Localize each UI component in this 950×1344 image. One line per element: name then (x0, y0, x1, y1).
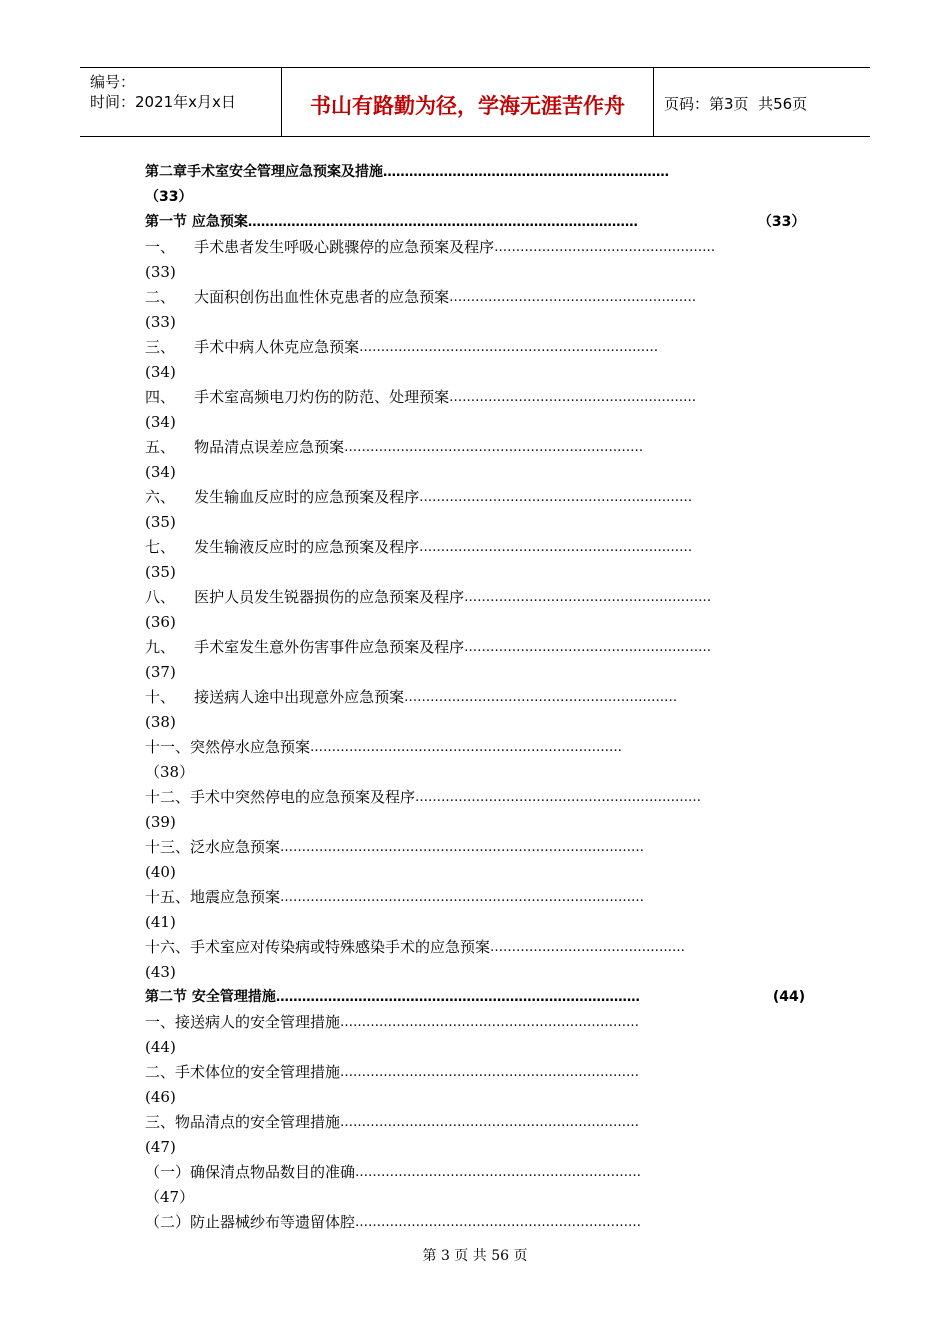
toc-entry-title: 四、 手术室高频电刀灼伤的防范、处理预案 (145, 388, 450, 406)
toc-entry (145, 785, 810, 835)
toc-page-number: (35) (145, 513, 176, 531)
toc-entry (145, 835, 810, 885)
toc-entry (145, 210, 810, 235)
toc-leader-dots: ………………………………………………………… (355, 1215, 642, 1230)
toc-entry-title: 一、 手术患者发生呼吸心跳骤停的应急预案及程序 (145, 238, 495, 256)
toc-leader-dots: …………………………………………………………… (344, 440, 644, 455)
toc-page-line (145, 510, 810, 535)
toc-page-number: (38) (145, 713, 176, 731)
toc-entry (145, 685, 810, 735)
toc-page-number: (46) (145, 1088, 176, 1106)
toc-page-line (145, 860, 810, 885)
toc-entry-title: 五、 物品清点误差应急预案 (145, 438, 345, 456)
toc-page-number: (33) (145, 313, 176, 331)
toc-line (145, 1010, 810, 1035)
toc-page-number: (44) (772, 989, 806, 1005)
toc-leader-dots: ……………………………………………………… (419, 540, 693, 555)
toc-leader-dots: ……………………………………………………… (419, 490, 693, 505)
toc-entry (145, 585, 810, 635)
toc-entry-title: （二）防止器械纱布等遗留体腔 (145, 1213, 356, 1231)
toc-line (145, 835, 810, 860)
toc-page-line (145, 460, 810, 485)
header-page-info (654, 68, 870, 136)
toc-line (145, 735, 810, 760)
toc-page-line (145, 610, 810, 635)
toc-entry (145, 1110, 810, 1160)
toc-page-number: （38） (145, 763, 195, 781)
toc-entry (145, 735, 810, 785)
toc-entry-title: 第二章手术室安全管理应急预案及措施 (145, 164, 383, 180)
toc-entry (145, 635, 810, 685)
toc-entry-title: 十、 接送病人途中出现意外应急预案 (145, 688, 405, 706)
toc-page-number: （33） (757, 214, 806, 230)
page-header (80, 67, 870, 137)
toc-page-number: (34) (145, 463, 176, 481)
toc-line (145, 1210, 810, 1235)
toc-page-line (145, 310, 810, 335)
toc-line (145, 685, 810, 710)
toc-line (145, 385, 810, 410)
toc-page-number: (41) (145, 913, 176, 931)
toc-page-number: （33） (145, 189, 193, 205)
toc-line (145, 435, 810, 460)
toc-page-number: (33) (145, 263, 176, 281)
toc-entry-title: 九、 手术室发生意外伤害事件应急预案及程序 (145, 638, 465, 656)
doc-number: 编号： (90, 73, 136, 91)
toc-entry-title: 十五、地震应急预案 (145, 888, 281, 906)
toc-entry-title: 三、 手术中病人休克应急预案 (145, 338, 360, 356)
toc-line (145, 585, 810, 610)
toc-page-number: (40) (145, 863, 176, 881)
toc-leader-dots: …………………………………………………………… (340, 1115, 640, 1130)
toc-entry (145, 235, 810, 285)
toc-page-line (145, 810, 810, 835)
table-of-contents (145, 160, 810, 1235)
toc-leader-dots: ……………………………………………………… (404, 690, 678, 705)
toc-line (145, 885, 810, 910)
toc-entry (145, 335, 810, 385)
toc-line (145, 535, 810, 560)
toc-entry (145, 985, 810, 1010)
toc-leader-dots: ………………………………………………… (464, 590, 712, 605)
toc-page-line (145, 410, 810, 435)
toc-leader-dots: …………………………………………………………… (340, 1015, 640, 1030)
toc-entry (145, 1160, 810, 1210)
toc-entry-title: （一）确保清点物品数目的准确 (145, 1163, 356, 1181)
toc-line (145, 1060, 810, 1085)
toc-page-line (145, 260, 810, 285)
toc-line (145, 985, 810, 1010)
toc-entry-title: 六、 发生输血反应时的应急预案及程序 (145, 488, 420, 506)
toc-leader-dots: ………………………………………………………… (383, 165, 669, 180)
toc-leader-dots: ……………………………………………………………………………… (247, 215, 638, 230)
toc-line (145, 210, 810, 235)
toc-line (145, 635, 810, 660)
toc-entry-title: 三、物品清点的安全管理措施 (145, 1113, 341, 1131)
toc-page-number: (44) (145, 1038, 176, 1056)
toc-entry-title: 第一节 应急预案 (145, 214, 248, 230)
page-info-text: 页码：第3页 共56页 (664, 94, 808, 113)
toc-entry (145, 935, 810, 985)
doc-date: 时间：2021年x月x日 (90, 93, 236, 111)
toc-page-number: (47) (145, 1138, 176, 1156)
toc-entry-title: 十二、手术中突然停电的应急预案及程序 (145, 788, 416, 806)
toc-leader-dots: ………………………………………………………… (415, 790, 702, 805)
toc-entry-title: 二、手术体位的安全管理措施 (145, 1063, 341, 1081)
toc-entry (145, 1010, 810, 1060)
toc-page-line (145, 710, 810, 735)
toc-line (145, 285, 810, 310)
toc-entry (145, 1060, 810, 1110)
toc-entry (145, 885, 810, 935)
toc-page-number: (43) (145, 963, 176, 981)
page-footer: 第 3 页 共 56 页 (422, 1248, 528, 1264)
toc-entry (145, 285, 810, 335)
toc-entry (145, 435, 810, 485)
toc-page-line (145, 960, 810, 985)
toc-page-line (145, 360, 810, 385)
toc-page-line (145, 1035, 810, 1060)
toc-entry (145, 385, 810, 435)
toc-leader-dots: ……………………………………………………………… (310, 740, 623, 755)
toc-page-line (145, 185, 810, 210)
toc-entry (145, 160, 810, 210)
toc-line (145, 160, 810, 185)
toc-page-line (145, 760, 810, 785)
toc-leader-dots: ………………………………………………… (464, 640, 712, 655)
toc-entry-title: 第二节 安全管理措施 (145, 989, 276, 1005)
toc-page-number: (35) (145, 563, 176, 581)
toc-line (145, 1160, 810, 1185)
toc-leader-dots: …………………………………………………………… (359, 340, 659, 355)
toc-page-line (145, 660, 810, 685)
toc-line (145, 935, 810, 960)
toc-leader-dots: ………………………………………………………………………… (280, 890, 645, 905)
toc-leader-dots: …………………………………………… (494, 240, 716, 255)
toc-entry-title: 二、 大面积创伤出血性休克患者的应急预案 (145, 288, 450, 306)
toc-page-line (145, 1135, 810, 1160)
toc-page-number: (37) (145, 663, 176, 681)
toc-leader-dots: ………………………………………………………… (355, 1165, 642, 1180)
toc-page-line (145, 1085, 810, 1110)
toc-leader-dots: ………………………………………………… (449, 290, 697, 305)
toc-leader-dots: ………………………………………………………………………… (275, 990, 640, 1005)
toc-line (145, 1110, 810, 1135)
toc-entry-title: 十三、泛水应急预案 (145, 838, 281, 856)
toc-line (145, 785, 810, 810)
toc-page-number: （47） (145, 1188, 195, 1206)
header-meta (80, 68, 282, 136)
toc-line (145, 335, 810, 360)
header-motto: 书山有路勤为径，学海无涯苦作舟 (282, 68, 654, 136)
toc-entry-title: 七、 发生输液反应时的应急预案及程序 (145, 538, 420, 556)
toc-page-line (145, 1185, 810, 1210)
toc-leader-dots: …………………………………………………………… (340, 1065, 640, 1080)
toc-entry-title: 十一、突然停水应急预案 (145, 738, 311, 756)
toc-leader-dots: ………………………………………………… (449, 390, 697, 405)
toc-page-number: (39) (145, 813, 176, 831)
toc-entry-title: 一、接送病人的安全管理措施 (145, 1013, 341, 1031)
toc-page-line (145, 910, 810, 935)
toc-page-line (145, 560, 810, 585)
toc-leader-dots: ………………………………………………………………………… (280, 840, 645, 855)
toc-line (145, 485, 810, 510)
toc-entry (145, 1210, 810, 1235)
toc-entry (145, 535, 810, 585)
toc-line (145, 235, 810, 260)
toc-entry (145, 485, 810, 535)
toc-entry-title: 八、 医护人员发生锐器损伤的应急预案及程序 (145, 588, 465, 606)
toc-page-number: (36) (145, 613, 176, 631)
toc-page-number: (34) (145, 413, 176, 431)
toc-leader-dots: ……………………………………… (490, 940, 686, 955)
toc-page-number: (34) (145, 363, 176, 381)
toc-entry-title: 十六、手术室应对传染病或特殊感染手术的应急预案 (145, 938, 491, 956)
